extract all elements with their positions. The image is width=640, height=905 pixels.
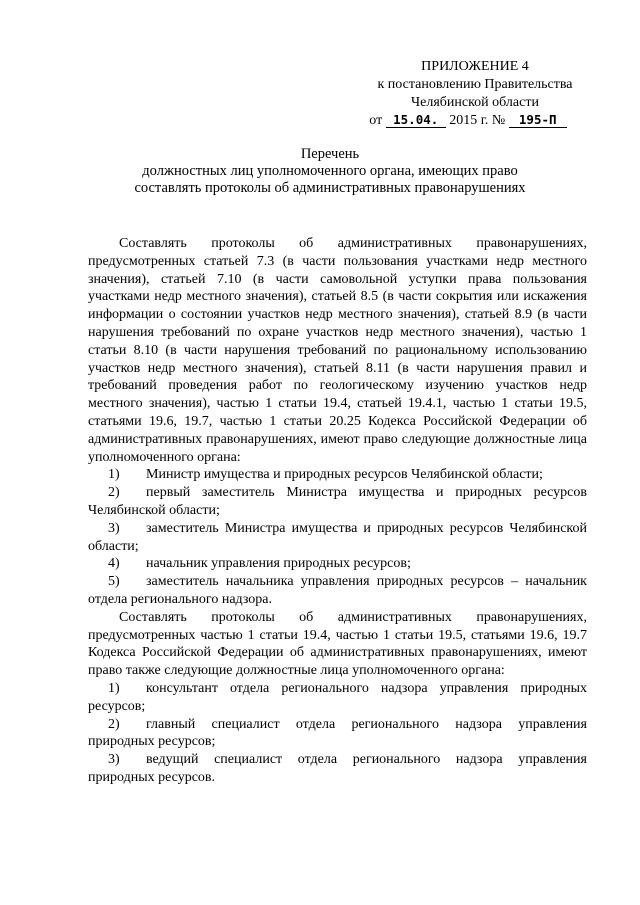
list-item: 1) Министр имущества и природных ресурсов Челябинской области; (108, 467, 543, 483)
list-item: 4) начальник управления природных ресурсов; (108, 556, 411, 572)
title-line-3: составлять протоколы об административных правонарушениях (134, 180, 526, 196)
section2-intro: Составлять протоколы об административных правонарушениях, предусмотренных частью 1 статьи 19.4, частью 1 статьи 19.5, статьями 19.6, 19.7 Кодекса Российской Федерации об административных правонарушениях, имеют право также следующие должностные лица уполномоченного органа: (88, 609, 587, 679)
list-item: 2) главный специалист отдела регионального надзора управления природных ресурсов; (88, 716, 587, 750)
decree-line: к постановлению Правительства (377, 77, 573, 92)
date-value: 15.04. (386, 112, 446, 128)
list-item: 5) заместитель начальника управления природных ресурсов – начальник отдела регионального надзора. (88, 574, 587, 607)
list-item: 2) первый заместитель Министра имущества и природных ресурсов Челябинской области; (88, 485, 587, 518)
list-item: 1) консультант отдела регионального надзора управления природных ресурсов; (88, 680, 587, 714)
list-item: 3) ведущий специалист отдела регионального надзора управления природных ресурсов. (88, 752, 587, 785)
region-line: Челябинской области (411, 95, 539, 110)
section1-intro: Составлять протоколы об административных правонарушениях, предусмотренных статьей 7.3 (в части пользования участками недр местного значения), статьей 7.10 (в части самовольной уступки права пользования участками недр местного значения), статьей 8.5 (в части сокрытия или искажения информации о состоянии участков недр местного значения), статьей 8.9 (в части нарушения требований по охране участков недр местного значения), частью 1 статьи 8.10 (в части нарушения требований по рациональному использованию участков недр местного значения), статьей 8.11 (в части нарушения правил и требований проведения работ по геологическому изучению участков недр местного значения), частью 1 статьи 19.4, статьей 19.4.1, частью 1 статьи 19.5, статьями 19.6, 19.7, частью 1 статьи 20.25 Кодекса Российской Федерации об административных правонарушениях, имеют право следующие должностные лица уполномоченного органа: (88, 236, 587, 465)
appendix-label: ПРИЛОЖЕНИЕ 4 (421, 59, 529, 74)
date-line (331, 112, 605, 130)
date-prefix: от (369, 113, 383, 128)
decree-number: 195-П (509, 112, 567, 128)
list-item: 3) заместитель Министра имущества и природных ресурсов Челябинской области; (88, 520, 587, 554)
title-line-1: Перечень (300, 146, 360, 162)
title-line-2: должностных лиц уполномоченного органа, имеющих право (142, 163, 518, 179)
document-body (88, 235, 587, 787)
appendix-header (345, 58, 605, 130)
date-suffix: 2015 г. № (449, 113, 506, 128)
document-title (80, 146, 580, 197)
